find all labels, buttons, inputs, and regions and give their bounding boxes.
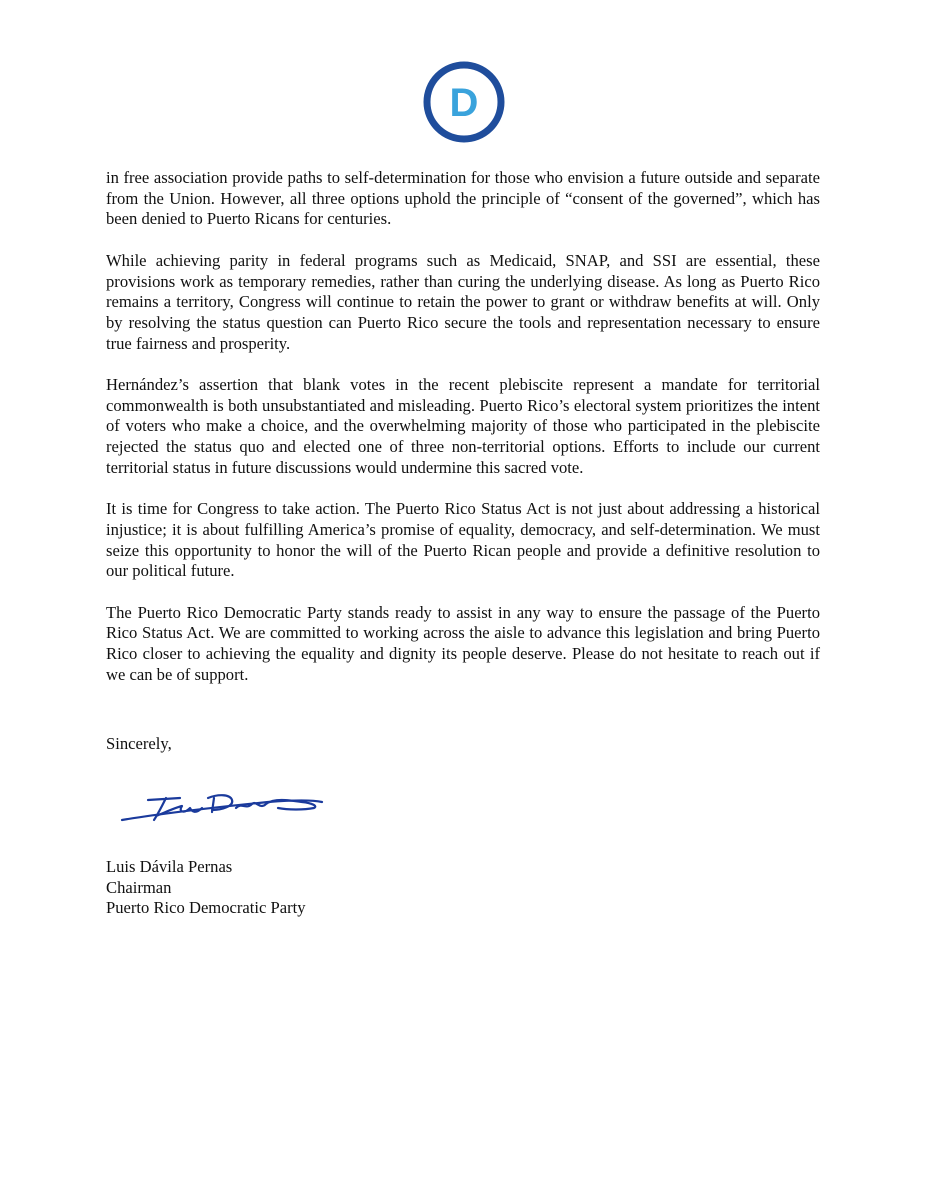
signer-block bbox=[106, 857, 306, 919]
body-paragraph-4: It is time for Congress to take action. The Puerto Rico Status Act is not just about addressing a historical injustice; it is about fulfilling America’s promise of equality, democracy, and self-determination. We must seize this opportunity to honor the will of the Puerto Rican people and provide a definitive resolution to our political future. bbox=[106, 499, 820, 581]
signature-d-stroke bbox=[208, 795, 232, 812]
signer-name: Luis Dávila Pernas bbox=[106, 857, 233, 876]
signer-title: Chairman bbox=[106, 877, 172, 897]
handwritten-signature bbox=[118, 786, 328, 828]
body-paragraph-3: Hernández’s assertion that blank votes in the recent plebiscite represent a mandate for territorial commonwealth is both unsubstantiated and misleading. Puerto Rico’s electoral system prioritizes the intent of voters who make a choice, and the overwhelming majority of those who participated in the plebiscite rejected the status quo and elected one of three non-territorial options. Efforts to include our current territorial status in future discussions would undermine this sacred vote. bbox=[106, 375, 820, 477]
body-paragraph-1: in free association provide paths to self-determination for those who envision a future outside and separate from the Union. However, all three options uphold the principle of “consent of the governed”, which has been denied to Puerto Ricans for centuries. bbox=[106, 168, 820, 229]
logo-letter: D bbox=[449, 81, 479, 125]
signer-organization: Puerto Rico Democratic Party bbox=[106, 898, 306, 918]
closing-salutation: Sincerely, bbox=[106, 734, 172, 753]
body-paragraph-2: While achieving parity in federal programs such as Medicaid, SNAP, and SSI are essential, these provisions work as temporary remedies, rather than curing the underlying disease. As long as Puerto Rico remains a territory, Congress will continue to retain the power to grant or withdraw benefits at will. Only by resolving the status question can Puerto Rico secure the tools and representation necessary to ensure true fairness and prosperity. bbox=[106, 250, 820, 353]
democratic-party-logo bbox=[422, 60, 506, 144]
body-paragraph-5: The Puerto Rico Democratic Party stands ready to assist in any way to ensure the passage of the Puerto Rico Status Act. We are committed to working across the aisle to advance this legislation and bring Puerto Rico closer to achieving the equality and dignity its people deserve. Please do not hesitate to reach out if we can be of support. bbox=[106, 602, 820, 684]
letter-body bbox=[106, 168, 820, 706]
